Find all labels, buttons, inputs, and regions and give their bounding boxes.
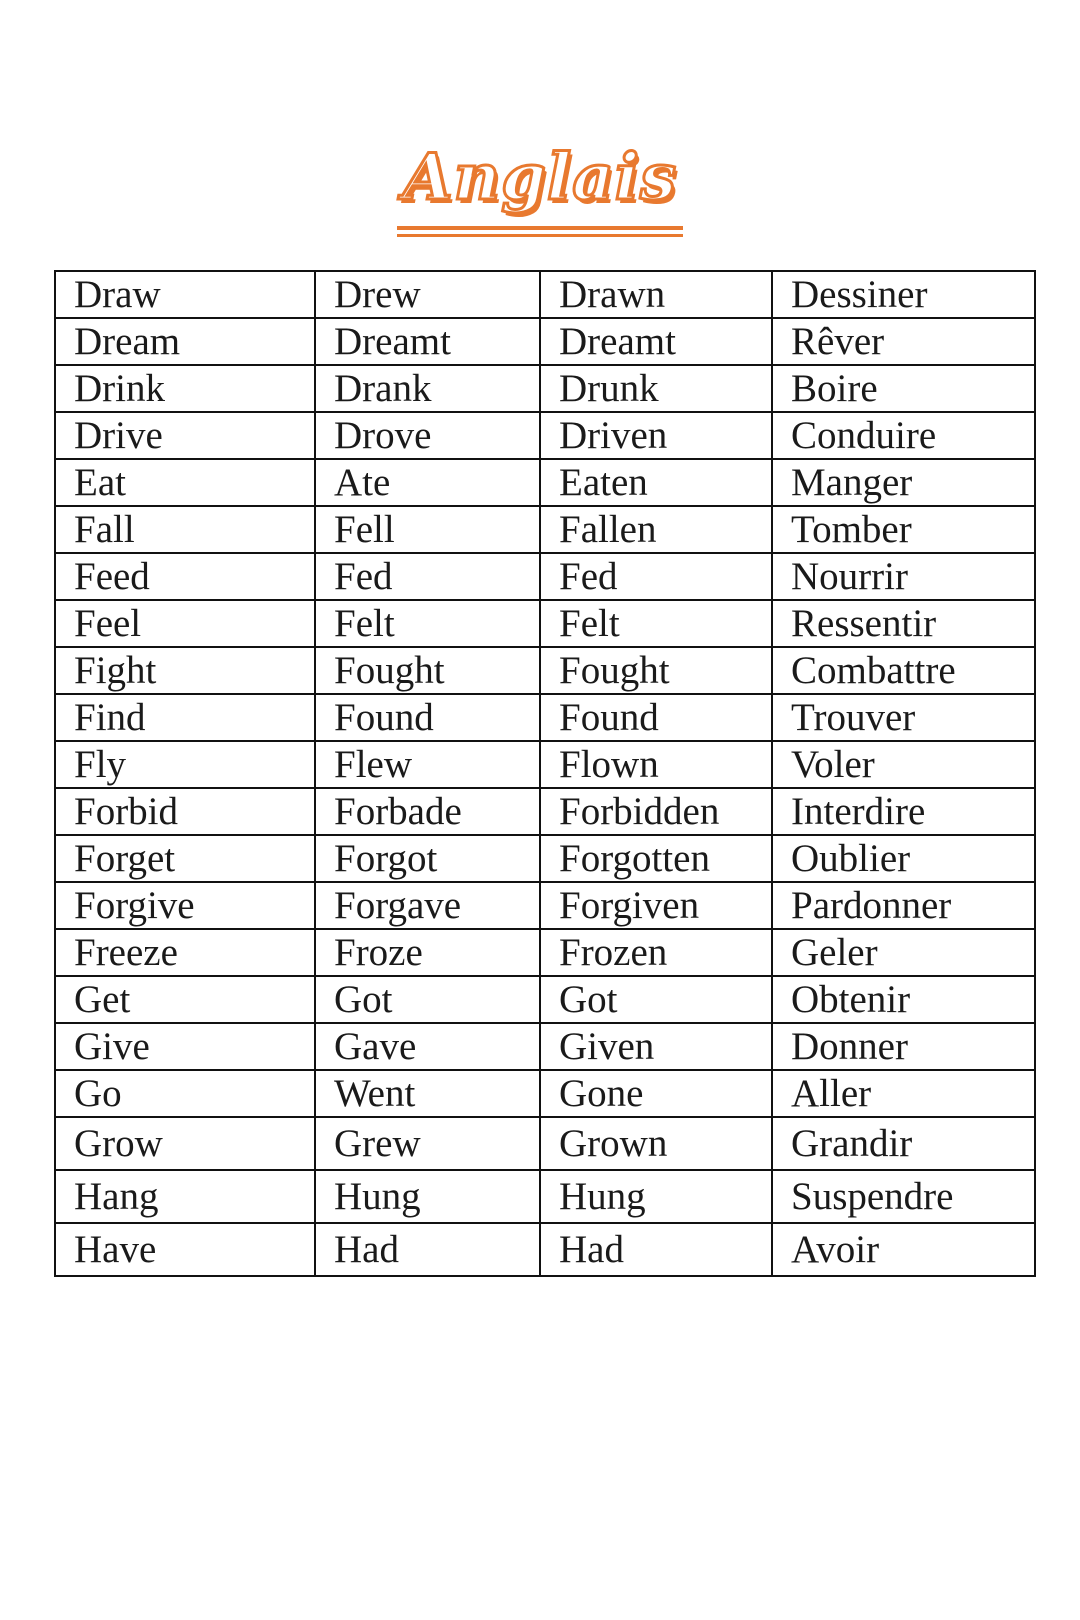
base-form-cell: Have xyxy=(55,1223,315,1276)
base-form-cell: Forgive xyxy=(55,882,315,929)
french-translation-cell: Obtenir xyxy=(772,976,1035,1023)
french-translation-cell: Rêver xyxy=(772,318,1035,365)
base-form-cell: Drive xyxy=(55,412,315,459)
base-form-cell: Get xyxy=(55,976,315,1023)
table-row xyxy=(55,553,1035,600)
table-row xyxy=(55,929,1035,976)
table-row xyxy=(55,318,1035,365)
base-form-cell: Go xyxy=(55,1070,315,1117)
base-form-cell: Fight xyxy=(55,647,315,694)
past-simple-cell: Drove xyxy=(315,412,540,459)
base-form-cell: Forget xyxy=(55,835,315,882)
french-translation-cell: Dessiner xyxy=(772,271,1035,318)
past-simple-cell: Found xyxy=(315,694,540,741)
table-row xyxy=(55,788,1035,835)
french-translation-cell: Conduire xyxy=(772,412,1035,459)
french-translation-cell: Geler xyxy=(772,929,1035,976)
base-form-cell: Forbid xyxy=(55,788,315,835)
table-row xyxy=(55,835,1035,882)
past-simple-cell: Froze xyxy=(315,929,540,976)
past-simple-cell: Hung xyxy=(315,1170,540,1223)
french-translation-cell: Oublier xyxy=(772,835,1035,882)
page-title: Anglais xyxy=(397,138,683,230)
table-row xyxy=(55,741,1035,788)
past-participle-cell: Forgotten xyxy=(540,835,772,882)
base-form-cell: Feel xyxy=(55,600,315,647)
past-simple-cell: Went xyxy=(315,1070,540,1117)
past-simple-cell: Grew xyxy=(315,1117,540,1170)
past-participle-cell: Given xyxy=(540,1023,772,1070)
french-translation-cell: Tomber xyxy=(772,506,1035,553)
table-row xyxy=(55,694,1035,741)
table-row xyxy=(55,647,1035,694)
past-participle-cell: Driven xyxy=(540,412,772,459)
french-translation-cell: Nourrir xyxy=(772,553,1035,600)
past-participle-cell: Forbidden xyxy=(540,788,772,835)
past-simple-cell: Forbade xyxy=(315,788,540,835)
past-simple-cell: Fed xyxy=(315,553,540,600)
base-form-cell: Draw xyxy=(55,271,315,318)
past-participle-cell: Frozen xyxy=(540,929,772,976)
past-simple-cell: Gave xyxy=(315,1023,540,1070)
past-participle-cell: Drunk xyxy=(540,365,772,412)
past-participle-cell: Had xyxy=(540,1223,772,1276)
past-participle-cell: Flown xyxy=(540,741,772,788)
table-row xyxy=(55,600,1035,647)
table-row xyxy=(55,882,1035,929)
past-participle-cell: Fed xyxy=(540,553,772,600)
base-form-cell: Freeze xyxy=(55,929,315,976)
base-form-cell: Feed xyxy=(55,553,315,600)
past-participle-cell: Felt xyxy=(540,600,772,647)
base-form-cell: Give xyxy=(55,1023,315,1070)
table-row xyxy=(55,1117,1035,1170)
past-participle-cell: Drawn xyxy=(540,271,772,318)
french-translation-cell: Voler xyxy=(772,741,1035,788)
past-simple-cell: Fell xyxy=(315,506,540,553)
past-participle-cell: Dreamt xyxy=(540,318,772,365)
base-form-cell: Grow xyxy=(55,1117,315,1170)
base-form-cell: Drink xyxy=(55,365,315,412)
past-participle-cell: Fought xyxy=(540,647,772,694)
past-participle-cell: Grown xyxy=(540,1117,772,1170)
french-translation-cell: Interdire xyxy=(772,788,1035,835)
base-form-cell: Hang xyxy=(55,1170,315,1223)
table-row xyxy=(55,1023,1035,1070)
french-translation-cell: Donner xyxy=(772,1023,1035,1070)
verbs-table-body xyxy=(55,271,1035,1276)
past-participle-cell: Found xyxy=(540,694,772,741)
table-row xyxy=(55,1223,1035,1276)
base-form-cell: Find xyxy=(55,694,315,741)
table-row xyxy=(55,412,1035,459)
past-participle-cell: Gone xyxy=(540,1070,772,1117)
french-translation-cell: Combattre xyxy=(772,647,1035,694)
past-simple-cell: Fought xyxy=(315,647,540,694)
french-translation-cell: Suspendre xyxy=(772,1170,1035,1223)
past-participle-cell: Eaten xyxy=(540,459,772,506)
past-simple-cell: Felt xyxy=(315,600,540,647)
base-form-cell: Fly xyxy=(55,741,315,788)
base-form-cell: Fall xyxy=(55,506,315,553)
past-simple-cell: Ate xyxy=(315,459,540,506)
past-participle-cell: Hung xyxy=(540,1170,772,1223)
title-container xyxy=(0,138,1080,230)
french-translation-cell: Avoir xyxy=(772,1223,1035,1276)
french-translation-cell: Ressentir xyxy=(772,600,1035,647)
base-form-cell: Dream xyxy=(55,318,315,365)
table-row xyxy=(55,1070,1035,1117)
table-row xyxy=(55,506,1035,553)
irregular-verbs-table xyxy=(54,270,1036,1277)
french-translation-cell: Pardonner xyxy=(772,882,1035,929)
past-simple-cell: Dreamt xyxy=(315,318,540,365)
past-simple-cell: Drank xyxy=(315,365,540,412)
table-row xyxy=(55,976,1035,1023)
past-simple-cell: Drew xyxy=(315,271,540,318)
french-translation-cell: Aller xyxy=(772,1070,1035,1117)
past-simple-cell: Forgave xyxy=(315,882,540,929)
past-simple-cell: Forgot xyxy=(315,835,540,882)
table-row xyxy=(55,365,1035,412)
past-participle-cell: Got xyxy=(540,976,772,1023)
table-row xyxy=(55,1170,1035,1223)
past-simple-cell: Got xyxy=(315,976,540,1023)
french-translation-cell: Manger xyxy=(772,459,1035,506)
table-row xyxy=(55,459,1035,506)
french-translation-cell: Trouver xyxy=(772,694,1035,741)
french-translation-cell: Grandir xyxy=(772,1117,1035,1170)
past-simple-cell: Flew xyxy=(315,741,540,788)
base-form-cell: Eat xyxy=(55,459,315,506)
past-participle-cell: Fallen xyxy=(540,506,772,553)
table-row xyxy=(55,271,1035,318)
french-translation-cell: Boire xyxy=(772,365,1035,412)
past-simple-cell: Had xyxy=(315,1223,540,1276)
past-participle-cell: Forgiven xyxy=(540,882,772,929)
